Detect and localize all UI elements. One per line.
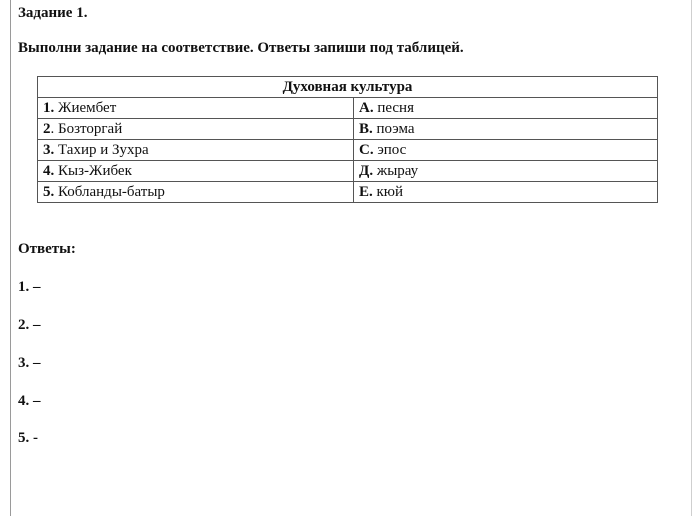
option-text: кюй <box>372 184 404 200</box>
item-text: Жиембет <box>54 100 117 116</box>
task-instruction: Выполни задание на соответствие. Ответы запиши под таблицей. <box>18 40 464 56</box>
answer-line-1: 1. – <box>18 279 41 295</box>
table-row <box>38 140 658 161</box>
table-row <box>38 98 658 119</box>
table-header: Духовная культура <box>38 77 658 98</box>
item-text: Кобланды-батыр <box>54 184 165 200</box>
item-number: 1. <box>43 100 55 116</box>
option-letter: А. <box>359 100 374 116</box>
item-number: 2 <box>43 121 51 137</box>
table-row <box>38 119 658 140</box>
table-cell-left <box>38 140 354 161</box>
page-right-border <box>691 0 692 516</box>
table-cell-left <box>38 161 354 182</box>
table-cell-right <box>354 119 658 140</box>
page-left-border <box>10 0 11 516</box>
item-text: Кыз-Жибек <box>54 163 132 179</box>
matching-table <box>37 76 658 203</box>
item-number: 5. <box>43 184 55 200</box>
option-letter: В. <box>359 121 373 137</box>
table-cell-left <box>38 119 354 140</box>
option-text: эпос <box>373 142 407 158</box>
table-cell-right <box>354 161 658 182</box>
answer-line-2: 2. – <box>18 317 41 333</box>
option-text: песня <box>373 100 414 116</box>
answer-line-5: 5. - <box>18 430 38 446</box>
task-heading: Задание 1. <box>18 5 88 21</box>
option-text: жырау <box>373 163 419 179</box>
option-letter: Д. <box>359 163 374 179</box>
option-text: поэма <box>372 121 415 137</box>
item-number: 4. <box>43 163 55 179</box>
table-cell-right <box>354 98 658 119</box>
answer-line-3: 3. – <box>18 355 41 371</box>
option-letter: Е. <box>359 184 373 200</box>
item-number: 3. <box>43 142 55 158</box>
table-cell-right <box>354 140 658 161</box>
table-header-row <box>38 77 658 98</box>
item-text: . Бозторгай <box>50 121 123 137</box>
table-row <box>38 182 658 203</box>
item-text: Тахир и Зухра <box>54 142 149 158</box>
table-cell-left <box>38 98 354 119</box>
option-letter: С. <box>359 142 374 158</box>
table-cell-right <box>354 182 658 203</box>
answers-title: Ответы: <box>18 241 76 257</box>
answer-line-4: 4. – <box>18 393 41 409</box>
table-cell-left <box>38 182 354 203</box>
table-row <box>38 161 658 182</box>
